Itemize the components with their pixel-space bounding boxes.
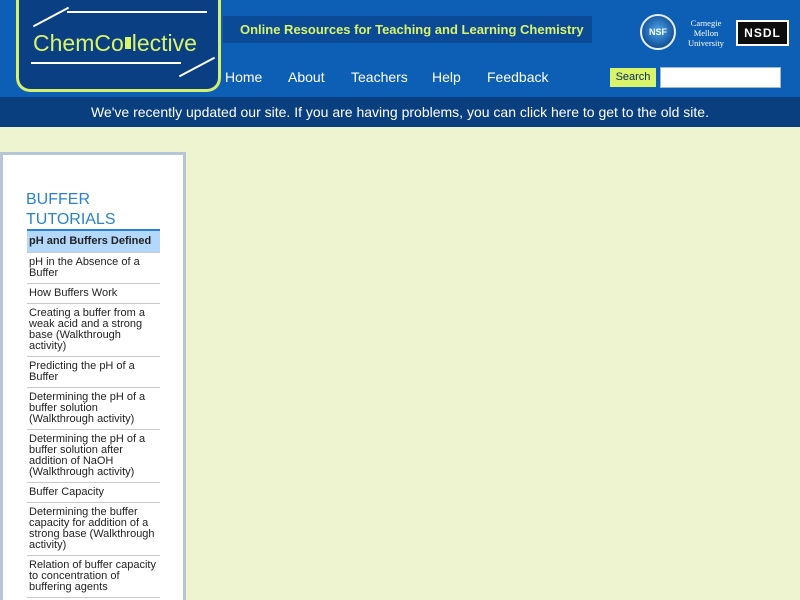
nsdl-logo[interactable]: [736, 20, 789, 46]
tutorial-item-determining-buffer-capacity[interactable]: Determining the buffer capacity for addition of a strong base (Walkthrough activity): [27, 503, 160, 556]
cmu-logo-line: University: [688, 38, 724, 48]
site-header: [0, 0, 800, 97]
nav-home[interactable]: Home: [225, 69, 263, 85]
cmu-logo[interactable]: [684, 18, 728, 48]
nsf-logo[interactable]: [640, 14, 676, 50]
cmu-logo-line: Carnegie: [690, 18, 722, 28]
tutorial-item-relation-buffer-capacity[interactable]: Relation of buffer capacity to concentration of buffering agents: [27, 556, 160, 598]
nav-help[interactable]: Help: [432, 69, 461, 85]
tutorial-item-creating-buffer[interactable]: Creating a buffer from a weak acid and a strong base (Walkthrough activity): [27, 304, 160, 357]
search-input[interactable]: [660, 67, 781, 88]
tutorial-item-determining-ph-naoh[interactable]: Determining the pH of a buffer solution after addition of NaOH (Walkthrough activity): [27, 430, 160, 483]
tutorial-menu: [27, 229, 160, 598]
flask-icon: [125, 37, 131, 49]
logo-text-end: lective: [131, 30, 197, 56]
site-tagline: Online Resources for Teaching and Learning Chemistry: [223, 16, 592, 43]
nav-feedback[interactable]: Feedback: [487, 69, 549, 85]
buffer-tutorials-sidebar: [0, 152, 186, 600]
logo-text-start: ChemCo: [33, 30, 124, 56]
tutorial-item-ph-absence-of-buffer[interactable]: pH in the Absence of a Buffer: [27, 253, 160, 284]
nav-teachers[interactable]: Teachers: [351, 69, 408, 85]
tutorial-item-how-buffers-work[interactable]: How Buffers Work: [27, 284, 160, 304]
tutorial-item-determining-ph[interactable]: Determining the pH of a buffer solution (Walkthrough activity): [27, 388, 160, 430]
logo-decoration-line: [67, 11, 207, 13]
cmu-logo-line: Mellon: [693, 28, 719, 38]
nav-about[interactable]: About: [288, 69, 325, 85]
tutorial-item-buffer-capacity[interactable]: Buffer Capacity: [27, 483, 160, 503]
site-notice[interactable]: We've recently updated our site. If you are having problems, you can click here to get to the old site.: [0, 97, 800, 127]
nsdl-logo-text: NSDL: [738, 22, 787, 44]
search-button[interactable]: Search: [610, 68, 656, 87]
tutorial-item-ph-and-buffers-defined[interactable]: pH and Buffers Defined: [27, 231, 160, 253]
sidebar-title: BUFFER TUTORIALS: [26, 191, 116, 228]
logo-decoration-line: [33, 7, 69, 28]
nsf-logo-text: NSF: [649, 27, 667, 37]
tutorial-item-predicting-ph[interactable]: Predicting the pH of a Buffer: [27, 357, 160, 388]
logo-wordmark: [33, 30, 197, 57]
